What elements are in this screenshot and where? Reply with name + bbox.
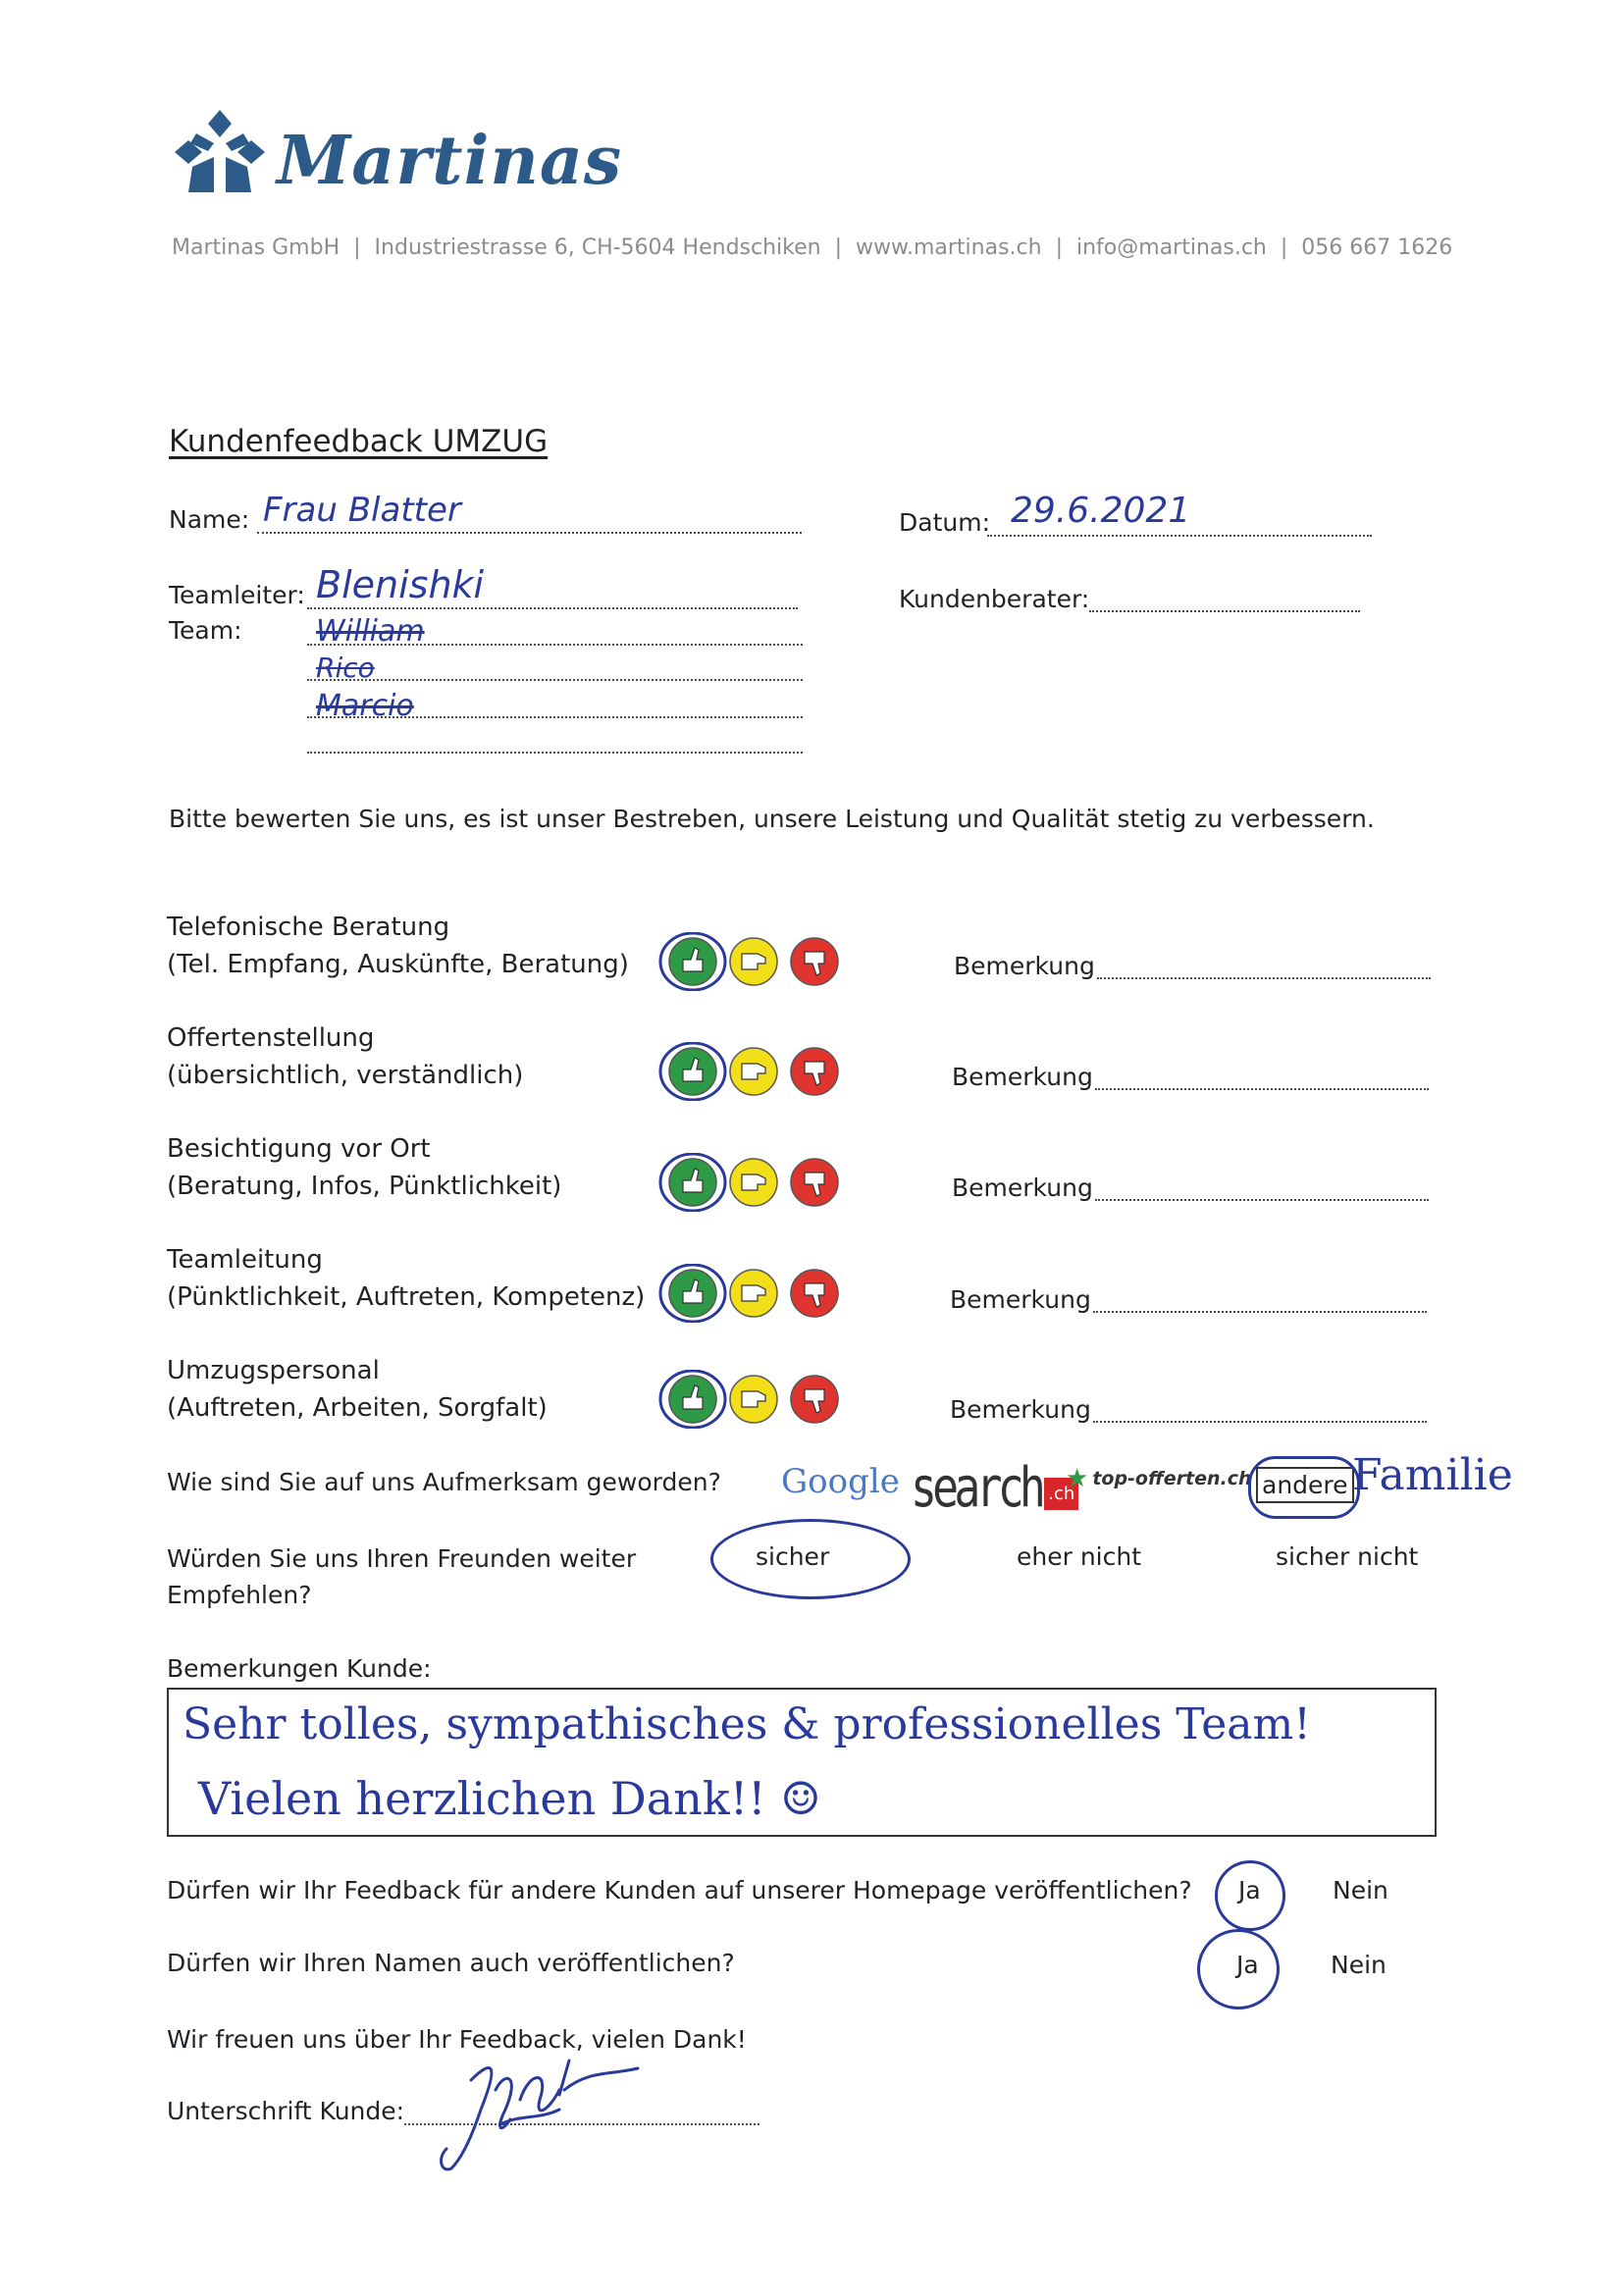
name-label: Name: [169,505,250,534]
company-email: info@martinas.ch [1076,235,1267,260]
brand-name: Martinas [277,122,623,200]
teamleader-dotted-line [307,607,798,609]
rating-faces[interactable] [657,932,854,991]
rating-faces[interactable] [657,1153,854,1212]
thumbs-down-icon[interactable] [791,1270,838,1317]
customer-remarks-line1: Sehr tolles, sympathisches & professionelles Team! [183,1699,1311,1749]
thumbs-down-icon[interactable] [791,1048,838,1095]
source-question: Wie sind Sie auf uns Aufmerksam geworden? [167,1468,721,1496]
rating-subtitle: (übersichtlich, verständlich) [167,1061,524,1090]
source-topofferten[interactable] [1066,1464,1252,1493]
publish-feedback-yes[interactable]: Ja [1238,1876,1261,1905]
publish-name-question: Dürfen wir Ihren Namen auch veröffentlichen? [167,1949,735,1977]
thumbs-up-icon[interactable] [669,1270,716,1317]
remark-label: Bemerkung [950,1395,1091,1424]
customer-remarks-box[interactable] [167,1688,1437,1837]
thumbs-sideways-icon[interactable] [730,1048,777,1095]
company-website: www.martinas.ch [856,235,1042,260]
rating-faces[interactable] [657,1264,854,1323]
recommend-question-line1: Würden Sie uns Ihren Freunden weiter [167,1544,637,1573]
rating-faces[interactable] [657,1370,854,1429]
thumbs-sideways-icon[interactable] [730,938,777,985]
rating-title: Offertenstellung [167,1023,375,1053]
team-member[interactable]: Marcio [316,689,414,723]
thumbs-sideways-icon[interactable] [730,1159,777,1206]
teamleader-value[interactable]: Blenishki [316,563,485,606]
remark-dotted-line[interactable] [1095,1199,1429,1201]
recommend-selected-circle [710,1519,911,1599]
source-other-value[interactable]: Familie [1352,1450,1513,1500]
search-ch-suffix: .ch [1044,1478,1078,1510]
recommend-option-eher-nicht[interactable]: eher nicht [1017,1542,1142,1571]
rating-title: Besichtigung vor Ort [167,1134,431,1164]
rating-row [167,1130,561,1205]
rating-row [167,1352,548,1427]
rating-subtitle: (Beratung, Infos, Pünktlichkeit) [167,1172,562,1201]
source-other-circle [1248,1456,1360,1519]
date-value[interactable]: 29.6.2021 [1011,491,1191,531]
rating-title: Umzugspersonal [167,1356,380,1385]
signature-label: Unterschrift Kunde: [167,2097,405,2125]
remark-label: Bemerkung [952,1174,1093,1202]
thumbs-sideways-icon[interactable] [730,1376,777,1423]
team-label: Team: [169,616,242,645]
rating-subtitle: (Pünktlichkeit, Auftreten, Kompetenz) [167,1282,646,1312]
customer-remarks-label: Bemerkungen Kunde: [167,1654,432,1683]
date-dotted-line [987,535,1372,537]
thumbs-down-icon[interactable] [791,938,838,985]
recommend-option-sicher[interactable]: sicher [756,1542,830,1571]
source-search-ch[interactable] [911,1456,1078,1520]
source-google[interactable]: Google [781,1462,900,1501]
martinas-logo-icon [175,110,265,194]
contact-line [172,235,1452,260]
remark-dotted-line[interactable] [1097,977,1431,979]
remark-label: Bemerkung [950,1285,1091,1314]
rating-title: Teamleitung [167,1245,323,1275]
teamleader-label: Teamleiter: [169,581,305,609]
advisor-label: Kundenberater: [899,585,1090,613]
team-member[interactable]: William [316,614,425,649]
customer-remarks-line2: Vielen herzlichen Dank!! ☺ [198,1772,821,1825]
separator: | [1280,235,1288,260]
star-icon: ★ [1066,1464,1089,1493]
intro-text: Bitte bewerten Sie uns, es ist unser Bestreben, unsere Leistung und Qualität stetig zu verbessern. [169,805,1375,833]
remark-label: Bemerkung [952,1063,1093,1091]
thanks-text: Wir freuen uns über Ihr Feedback, vielen Dank! [167,2025,747,2054]
search-ch-text: search [911,1456,1042,1520]
advisor-dotted-line[interactable] [1089,610,1360,612]
thumbs-down-icon[interactable] [791,1376,838,1423]
publish-feedback-question: Dürfen wir Ihr Feedback für andere Kunden auf unserer Homepage veröffentlichen? [167,1876,1192,1905]
rating-row [167,1241,645,1316]
company-phone: 056 667 1626 [1301,235,1453,260]
recommend-option-sicher-nicht[interactable]: sicher nicht [1276,1542,1419,1571]
remark-dotted-line[interactable] [1093,1421,1427,1423]
separator: | [834,235,842,260]
rating-title: Telefonische Beratung [167,913,450,942]
publish-feedback-no[interactable]: Nein [1333,1876,1388,1905]
company-address: Industriestrasse 6, CH-5604 Hendschiken [374,235,821,260]
publish-feedback-yes-circle [1215,1860,1285,1931]
topofferten-text: top-offerten.ch [1092,1468,1252,1489]
thumbs-up-icon[interactable] [669,938,716,985]
remark-label: Bemerkung [954,952,1095,980]
rating-subtitle: (Tel. Empfang, Auskünfte, Beratung) [167,950,629,979]
thumbs-down-icon[interactable] [791,1159,838,1206]
team-member[interactable]: Rico [316,652,375,684]
recommend-question-line2: Empfehlen? [167,1581,312,1609]
thumbs-sideways-icon[interactable] [730,1270,777,1317]
team-dotted-line [307,679,803,681]
publish-name-yes-circle [1197,1929,1280,2009]
name-dotted-line [257,532,802,534]
team-dotted-line [307,752,803,754]
remark-dotted-line[interactable] [1095,1088,1429,1090]
remark-dotted-line[interactable] [1093,1311,1427,1313]
thumbs-up-icon[interactable] [669,1048,716,1095]
publish-name-no[interactable]: Nein [1331,1951,1387,1979]
company-name: Martinas GmbH [172,235,340,260]
source-other[interactable]: andere [1256,1467,1354,1503]
thumbs-up-icon[interactable] [669,1159,716,1206]
name-value[interactable]: Frau Blatter [263,491,461,530]
recommend-question [167,1540,636,1613]
thumbs-up-icon[interactable] [669,1376,716,1423]
separator: | [1055,235,1063,260]
signature-drawing[interactable] [412,2051,648,2178]
separator: | [353,235,361,260]
rating-faces[interactable] [657,1042,854,1101]
rating-row [167,909,629,983]
date-label: Datum: [899,508,990,537]
publish-name-yes[interactable]: Ja [1236,1951,1259,1979]
rating-subtitle: (Auftreten, Arbeiten, Sorgfalt) [167,1393,548,1423]
rating-row [167,1019,523,1094]
form-title: Kundenfeedback UMZUG [169,424,549,459]
